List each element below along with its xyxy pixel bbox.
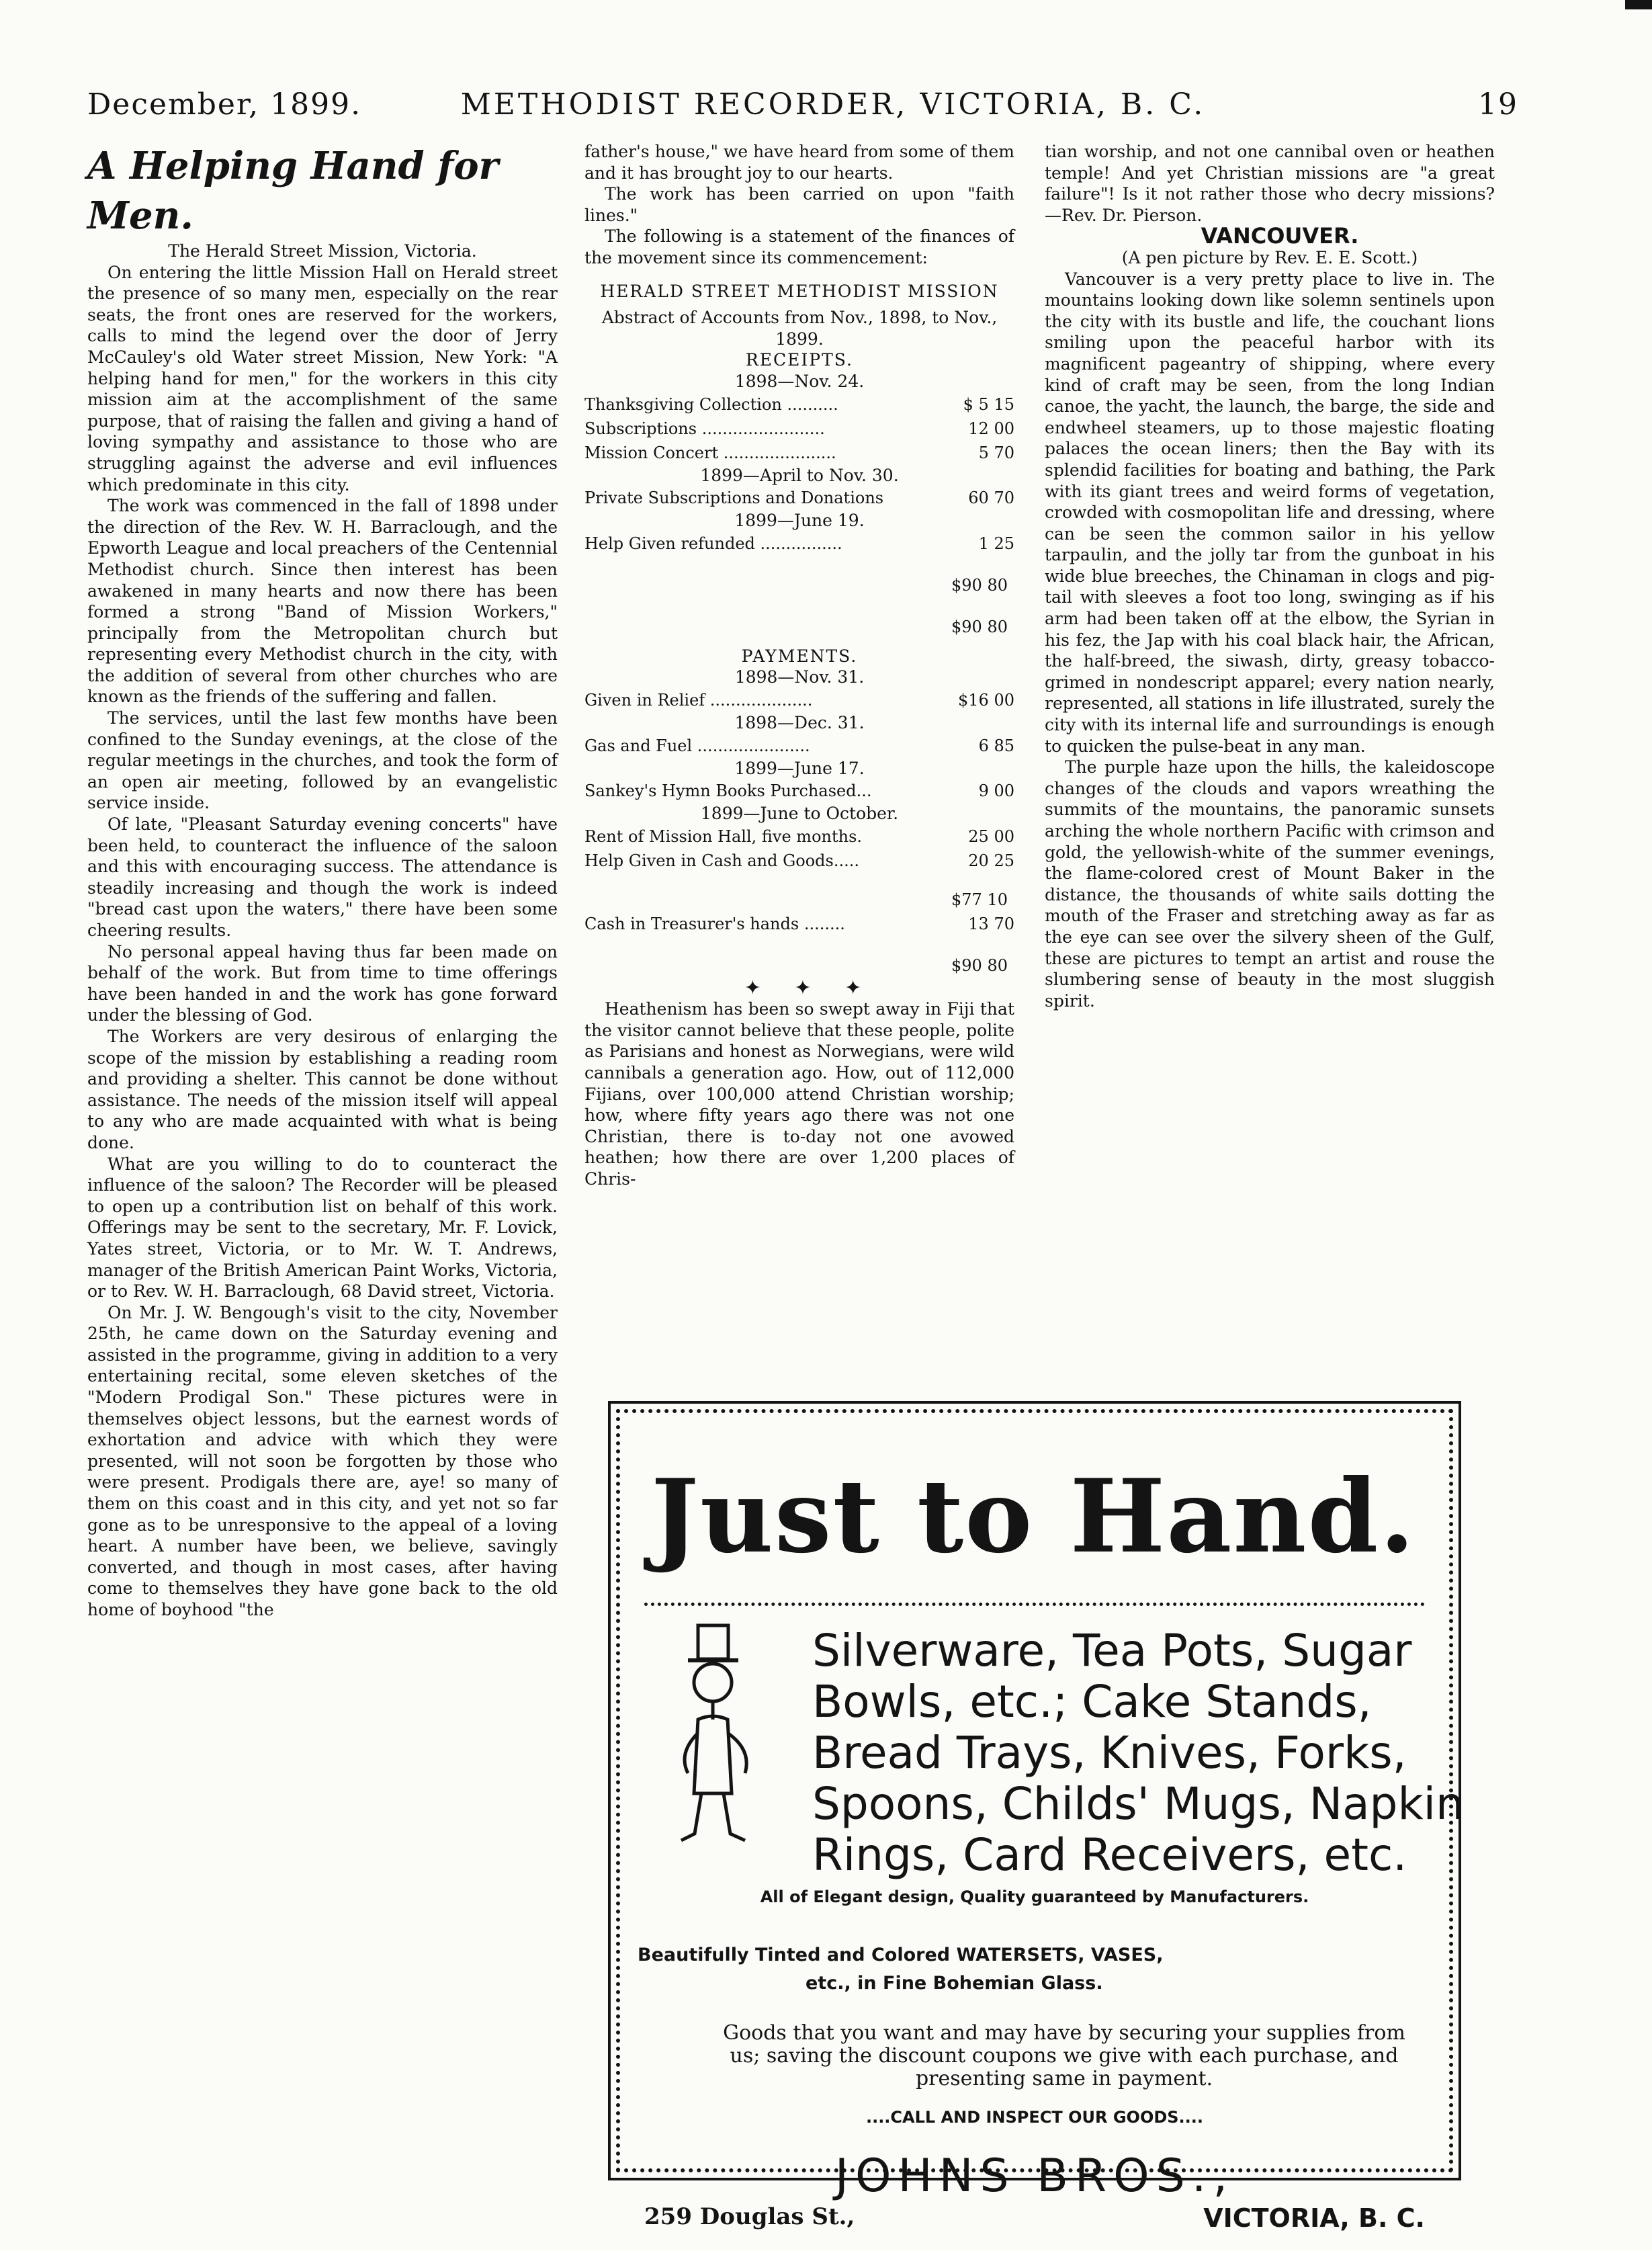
- payments-heading: PAYMENTS.: [741, 646, 858, 666]
- publication-title: METHODIST RECORDER, VICTORIA, B. C.: [460, 87, 1206, 122]
- ad-glassware-line: Beautifully Tinted and Colored WATERSETS, VASES,: [638, 1945, 1164, 1965]
- heathenism-paragraph: Heathenism has been so swept away in Fiji that the visitor cannot believe that these people, polite as Parisians and honest as Norwegians, were wild cannibals a generation ago. How, out of 112,000 Fijians, over 100,000 attend Christian worship; how, where fifty years ago there was not one Christian, there is to-day not one avowed heathen; how there are over 1,200 places of Chris-: [584, 999, 1014, 1189]
- entry-date: 1899—June 19.: [734, 511, 865, 531]
- ad-address: 259 Douglas St.,: [644, 2203, 855, 2230]
- article-paragraph: What are you willing to do to counteract the influence of the saloon? The Recorder will be pleased to open up a contribution list on behalf of this work. Offerings may be sent to the secretary, Mr. F. Lovick, Yates street, Victoria, or to Mr. W. T. Andrews, manager of the British American Paint Works, Victoria, or to Rev. W. H. Barraclough, 68 David street, Victoria.: [87, 1154, 558, 1302]
- scan-edge-mark: [1625, 0, 1652, 9]
- account-row: Gas and Fuel ...................... 6 85: [584, 736, 1014, 755]
- receipts-total: $90 80: [951, 575, 1008, 595]
- account-row: Given in Relief .................... $16 00: [584, 690, 1014, 710]
- entry-date: 1898—Dec. 31.: [734, 712, 865, 732]
- ad-city: VICTORIA, B. C.: [1203, 2203, 1425, 2233]
- article-paragraph: On entering the little Mission Hall on Herald street the presence of so many men, especially on the rear seats, the front ones are reserved for the workers, calls to mind the legend over the door of Jerry McCauley's old Water street Mission, New York: "A helping hand for men," for the workers in this city mission aim at the accomplishment of the same purpose, that of raising the fallen and giving a hand of loving sympathy and assistance to those who are struggling against the adverse and evil influences which predominate in this city.: [87, 262, 558, 495]
- article-headline: A Helping Hand for Men.: [87, 144, 499, 238]
- johns-bros-advertisement: [608, 1401, 1464, 2233]
- receipts-total: $90 80: [951, 617, 1008, 636]
- entry-date: 1899—June 17.: [734, 758, 865, 778]
- ad-product-line: Silverware, Tea Pots, Sugar: [812, 1625, 1412, 1676]
- article-paragraph: The work was commenced in the fall of 1898 under the direction of the Rev. W. H. Barraclough, and the Epworth League and local preachers of the Centennial Methodist church. Since then interest has been awakened in many hearts and now there has been formed a strong "Band of Mission Workers," principally from the Metropolitan church but representing every Methodist church in the city, with the addition of several from other churches who are known as the friends of the suffering and fallen.: [87, 496, 558, 707]
- receipts-heading: RECEIPTS.: [745, 350, 853, 370]
- payments-total: $90 80: [951, 955, 1008, 975]
- continued-text: tian worship, and not one cannibal oven or heathen temple! And yet Christian missions are "a great failure"! Is it not rather those who decry missions? —Rev. Dr. Pierson.: [1045, 142, 1495, 225]
- masthead: [87, 79, 1518, 133]
- payments-subtotal: $77 10: [951, 890, 1008, 909]
- account-row: Subscriptions ........................ 12 00: [584, 419, 1014, 438]
- column-3: [1045, 141, 1495, 1011]
- account-row: Help Given refunded ................ 1 25: [584, 534, 1014, 553]
- account-row: Rent of Mission Hall, five months. 25 00: [584, 826, 1014, 846]
- ad-product-line: Bread Trays, Knives, Forks,: [812, 1727, 1407, 1779]
- issue-date: December, 1899.: [87, 87, 362, 122]
- article-subhead: The Herald Street Mission, Victoria.: [168, 241, 477, 261]
- entry-date: 1899—June to October.: [700, 804, 899, 824]
- vancouver-paragraph: Vancouver is a very pretty place to live in. The mountains looking down like solemn sentinels upon the city with its bustle and life, the couchant lions smiling upon the peaceful harbor with its magnificent pageantry of shipping, where every kind of craft may be seen, from the long Indian canoe, the yacht, the launch, the barge, the side and endwheel steamers, up to those majestic floating palaces the ocean liners; then the Bay with its splendid facilities for boating and bathing, the Park with its giant trees and weird forms of vegetation, crowded with cosmopolitan life and dressing, where can be seen the common sailor in his yellow tarpaulin, and the jolly tar from the gunboat in his wide blue breeches, the Chinaman in clogs and pig-tail with sleeves a foot too long, swinging as if his arm had been taken off at the elbow, the Syrian in his fez, the Jap with his coal black hair, the African, the half-breed, the siwash, dirty, greasy tobacco-grimed in nondescript apparel; every nation nearly, represented, all stations in life illustrated, surely the city with its internal life and surroundings is enough to quicken the pulse-beat in any man.: [1045, 269, 1495, 756]
- ad-coupon-text: Goods that you want and may have by securing your supplies from us; saving the discount coupons we give with each purchase, and presenting same in payment.: [723, 2021, 1405, 2090]
- account-row: Thanksgiving Collection .......... $ 5 15: [584, 394, 1014, 414]
- ad-headline: Just to Hand.: [651, 1457, 1416, 1576]
- continued-text: father's house," we have heard from some of them and it has brought joy to our hearts.: [584, 142, 1014, 183]
- account-row: Mission Concert ...................... 5 70: [584, 443, 1014, 462]
- ad-product-line: Spoons, Childs' Mugs, Napkin: [812, 1778, 1464, 1830]
- column-1: [87, 141, 558, 1621]
- account-row: Help Given in Cash and Goods..... 20 25: [584, 851, 1014, 870]
- column-2: [584, 141, 1014, 1190]
- account-abstract: Abstract of Accounts from Nov., 1898, to Nov., 1899.: [601, 308, 998, 349]
- ad-glassware: [638, 1941, 1377, 1998]
- article-paragraph: Of late, "Pleasant Saturday evening concerts" have been held, to counteract the influence of the saloon and this with encouraging success. The attendance is steadily increasing and though the work is indeed "bread cast upon the waters," there have been some cheering results.: [87, 814, 558, 940]
- article-paragraph: On Mr. J. W. Bengough's visit to the city, November 25th, he came down on the Saturday evening and assisted in the programme, giving in addition to a very entertaining recital, some eleven sketches of the "Modern Prodigal Son." These pictures were in themselves object lessons, but the earnest words of exhortation and advice with which they were presented, will not soon be forgotten by those who were present. Prodigals there are, aye! so many of them on this coast and in this city, and yet not so far gone as to be unresponsive to the appeal of a loving heart. A number have been, we believe, savingly converted, and though in most cases, after having come to themselves they have gone back to the old home of boyhood "the: [87, 1302, 558, 1619]
- page-number: 19: [1478, 87, 1518, 122]
- faith-paragraph: The work has been carried on upon "faith lines.": [584, 184, 1014, 225]
- vancouver-heading: VANCOUVER.: [1201, 223, 1359, 249]
- ad-product-line: Rings, Card Receivers, etc.: [812, 1829, 1407, 1881]
- article-paragraph: The services, until the last few months have been confined to the Sunday evenings, at the close of the regular meetings in the churches, and took the form of an open air meeting, followed by an evangelistic service inside.: [87, 708, 558, 813]
- ad-company-name: JOHNS BROS.,: [834, 2150, 1235, 2203]
- account-row: Cash in Treasurer's hands ........ 13 70: [584, 914, 1014, 933]
- ad-product-list: [812, 1625, 1464, 1881]
- ad-product-line: Bowls, etc.; Cake Stands,: [812, 1676, 1372, 1728]
- article-paragraph: No personal appeal having thus far been made on behalf of the work. But from time to time offerings have been handed in and the work has gone forward under the blessing of God.: [87, 941, 558, 1025]
- ad-quality-note: All of Elegant design, Quality guaranteed by Manufacturers.: [760, 1887, 1309, 1906]
- account-row: Private Subscriptions and Donations 60 70: [584, 489, 1014, 508]
- article-paragraph: The Workers are very desirous of enlarging the scope of the mission by establishing a reading room and providing a shelter. This cannot be done without assistance. The needs of the mission itself will appeal to any who are made acquainted with what is being done.: [87, 1026, 558, 1152]
- account-title: HERALD STREET METHODIST MISSION: [600, 281, 999, 301]
- vancouver-paragraph: The purple haze upon the hills, the kaleidoscope changes of the clouds and vapors wreathing the summits of the mountains, the panoramic sunsets arching the whole northern Pacific with crimson and gold, the yellowish-white of the summer evenings, the flame-colored crest of Mount Baker in the distance, the thousands of white sails dotting the mouth of the Fraser and stretching away as far as the eye can see over the silvery sheen of the Gulf, these are pictures to tempt an artist and rouse the slumbering sense of beauty in the most sluggish spirit.: [1045, 757, 1495, 1011]
- vancouver-byline: (A pen picture by Rev. E. E. Scott.): [1121, 247, 1418, 267]
- account-row: Sankey's Hymn Books Purchased... 9 00: [584, 781, 1014, 801]
- ad-divider: [644, 1603, 1425, 1611]
- top-hat-figure-icon: [651, 1619, 785, 1854]
- section-separator: ✦ ✦ ✦: [744, 976, 875, 1000]
- ad-call-to-action: ....CALL AND INSPECT OUR GOODS....: [865, 2108, 1204, 2127]
- ad-glassware-line: etc., in Fine Bohemian Glass.: [806, 1973, 1103, 1994]
- entry-date: 1898—Nov. 24.: [734, 371, 865, 391]
- intro-paragraph: The following is a statement of the finances of the movement since its commencement:: [584, 226, 1014, 267]
- entry-date: 1898—Nov. 31.: [734, 667, 865, 687]
- entry-date: 1899—April to Nov. 30.: [700, 465, 899, 485]
